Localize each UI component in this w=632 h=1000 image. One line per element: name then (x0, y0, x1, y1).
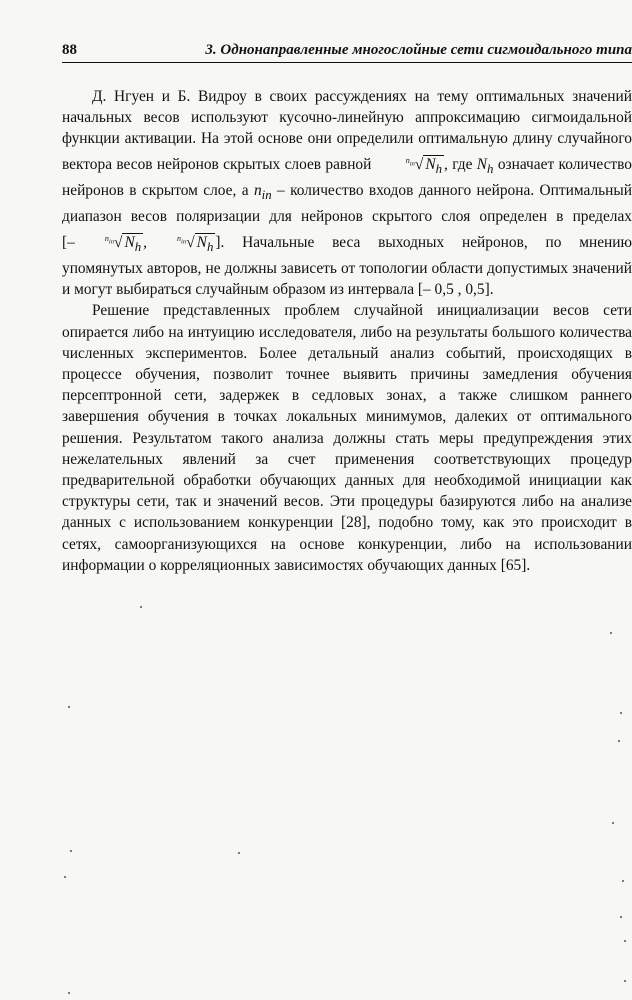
formula-bias-range: [– $^{n_{in}}$√ $N_h$ , $^{n_{in}}$√ $N_h$ ] (62, 233, 221, 254)
scan-speck (238, 852, 240, 854)
symbol-nin: $n_{in}$ (253, 182, 272, 203)
scan-speck (64, 876, 66, 878)
running-title: 3. Однонаправленные многослойные сети сигмоидального типа (205, 42, 632, 58)
page-number: 88 (62, 42, 77, 58)
scan-speck (68, 706, 70, 708)
scan-speck (620, 712, 622, 714)
body-text (62, 86, 632, 576)
scan-speck (612, 822, 614, 824)
symbol-nh: $N_h$ (476, 155, 494, 176)
scan-speck (610, 632, 612, 634)
scan-speck (618, 740, 620, 742)
scan-speck (624, 980, 626, 982)
scan-speck (620, 916, 622, 918)
scan-speck (622, 880, 624, 882)
formula-root-nh: $^{n_{in}}$√ $N_h$ (405, 155, 443, 176)
paragraph-1: Д. Нгуен и Б. Видроу в своих рассуждениях на тему оптимальных значений начальных весов используют кусочно-линейную аппроксимацию сигмоидальной функции активации. На этой основе они определили оптимальную длину случайного вектора весов нейронов скрытых слоев равной $^{n_{in}}$√ $N_h$ , где $N_h$ означает количество нейронов в скрытом слое, а $n_{in}$ – количество входов данного нейрона. Оптимальный диапазон весов поляризации для нейронов скрытого слоя определен в пределах [– $^{n_{in}}$√ $N_h$ , $^{n_{in}}$√ $N_h$ ]. Начальные веса выходных нейронов, по мнению упомянутых авторов, не должны зависеть от топологии области допустимых значений и могут выбираться случайным образом из интервала [– 0,5 , 0,5]. (62, 88, 632, 299)
paragraph-2: Решение представленных проблем случайной инициализации весов сети опирается либо на интуицию исследователя, либо на результаты большого количества численных экспериментов. Более детальный анализ событий, происходящих в процессе обучения, позволит точнее выявить причины замедления обучения персептронной сети, задержек в седловых зонах, а также слишком раннего завершения обучения в точках локальных минимумов, далеких от оптимального решения. Результатом такого анализа должны стать меры предупреждения этих нежелательных явлений за счет применения соответствующих процедур предварительной обработки обучающих данных для необходимой инициации как структуры сети, так и значений весов. Эти процедуры базируются либо на анализе данных с использованием конкуренции [28], подобно тому, как это происходит в сетях, самоорганизующихся на основе конкуренции, либо на использовании информации о корреляционных зависимостях обучающих данных [65]. (62, 302, 632, 574)
page-header (62, 40, 632, 63)
scan-speck (140, 606, 142, 608)
scan-speck (624, 940, 626, 942)
scan-speck (68, 992, 70, 994)
scan-speck (70, 850, 72, 852)
